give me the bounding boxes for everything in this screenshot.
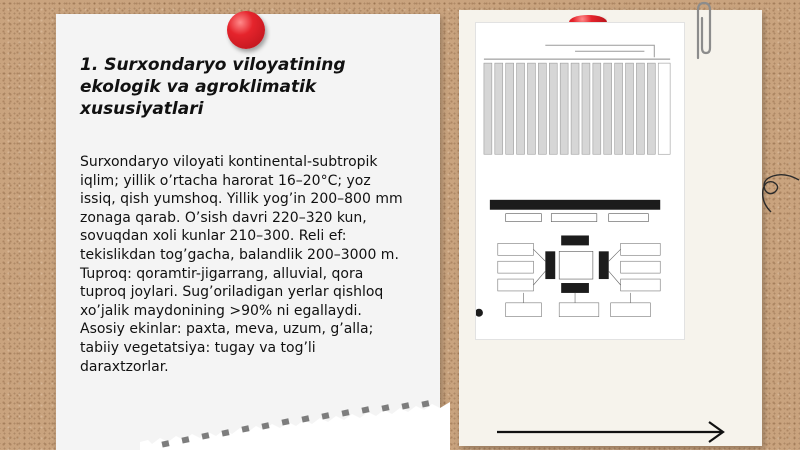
body-line: iqlim; yillik o’rtacha harorat 16–20°C; yoz bbox=[80, 172, 371, 189]
body-line: tabiiy vegetatsiya: tugay va tog’li bbox=[80, 340, 316, 357]
body-line: tuproq joylari. Sug’oriladigan yerlar qishloq bbox=[80, 284, 384, 301]
body-line: Surxondaryo viloyati kontinental-subtropik bbox=[80, 154, 378, 170]
body-line: xo’jalik maydonining >90% ni egallaydi. bbox=[80, 302, 362, 319]
push-pin-icon bbox=[227, 11, 265, 49]
torn-paper-edge bbox=[140, 400, 450, 450]
paperclip-icon bbox=[690, 0, 716, 62]
body-line: tekislikdan tog’gacha, balandlik 200–3000 m. bbox=[80, 247, 399, 264]
slide-title: 1. Surxondaryo viloyatining ekologik va agroklimatik xususiyatlari bbox=[80, 55, 346, 120]
body-line: issiq, qish yumshoq. Yillik yog’in 200–800 mm bbox=[80, 191, 403, 208]
body-line: Tuproq: qoramtir-jigarrang, alluvial, qora bbox=[80, 265, 364, 282]
body-line: sovuqdan xoli kunlar 210–300. Reli ef: bbox=[80, 228, 347, 245]
string-doodle bbox=[755, 150, 800, 220]
document-scan-image bbox=[475, 22, 685, 340]
slide-body bbox=[80, 153, 428, 376]
body-line: daraxtzorlar. bbox=[80, 358, 169, 375]
body-line: Asosiy ekinlar: paxta, meva, uzum, g’alla; bbox=[80, 321, 374, 338]
body-line: zonaga qarab. O’sish davri 220–320 kun, bbox=[80, 209, 367, 226]
arrow-right-icon bbox=[495, 420, 730, 444]
